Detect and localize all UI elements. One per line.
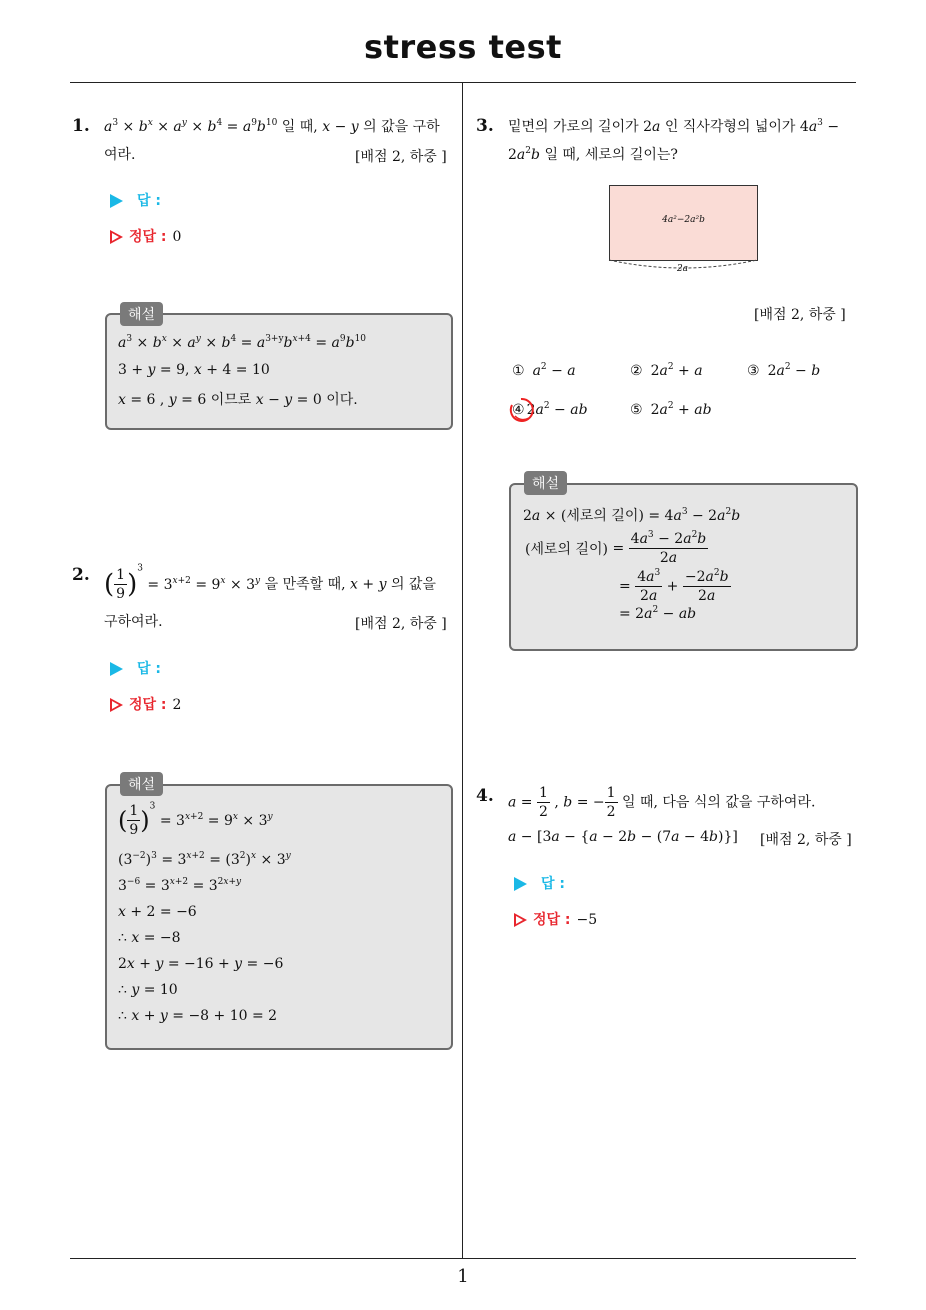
footer-rule xyxy=(70,1258,856,1259)
page-number: 1 xyxy=(457,1266,469,1287)
play-icon xyxy=(110,662,123,676)
play-outline-icon xyxy=(110,698,123,712)
q4-key: 정답 : −5 xyxy=(514,909,597,929)
q3-explain-tag: 해설 xyxy=(524,471,567,495)
q4-line1: a = $\frac{1}{2}$ , b = − $\frac{1}{2}$ 일 때, 다음 식의 값을 구하여라. xyxy=(508,785,816,820)
q2-key: 정답 : 2 xyxy=(110,694,181,714)
q2-solution-box: ( $\frac{1}{9}$ )$^3 = 3^{x+2} = 9^x \times 3^y$ $(3^{-2})^3 = 3^{x+2} = (3^2)^x \times 3^y$ $3^{-6} = 3^{x+2} = 3^{2x+y}$ x + 2 = −6 ∴ x = −8 2x + y = −16 + y = −6 ∴ y = 10 ∴ x + y = −8 + 10 = 2 xyxy=(105,784,453,1050)
q2-line1: ( $\frac{1}{9}$ )$^3 = 3^{x+2} = 9^x \times 3^y$ 을 만족할 때, x + y 의 값을 xyxy=(104,563,436,602)
q3-choice-3[interactable]: ③ $2a^2 - b$ xyxy=(747,362,821,379)
q3-line2: $2a^2b$ 일 때, 세로의 길이는? xyxy=(508,146,678,163)
q4-line2: a − [3a − {a − 2b − (7a − 4b)}] xyxy=(508,829,738,845)
play-outline-icon xyxy=(110,230,123,244)
q2-score: [배점 2, 하중 ] xyxy=(355,616,447,632)
q3-choice-2[interactable]: ② $2a^2 + a$ xyxy=(630,362,703,379)
q1-key: 정답 : 0 xyxy=(110,226,181,246)
q4-answer[interactable]: 답 : xyxy=(514,873,565,893)
q3-figure-width-label: 2a xyxy=(676,264,689,274)
q3-solution-box: 2a × (세로의 길이) = $4a^3 - 2a^2b$ (세로의 길이) = $\frac{4a^3 - 2a^2b}{2a}$ = $\frac{4a^3}{2a}$ + $\frac{-2a^2b}{2a}$ = $2a^2$ − ab xyxy=(509,483,858,651)
q3-choice-1[interactable]: ① $a^2 - a$ xyxy=(512,362,576,379)
correct-answer-circle-mark xyxy=(507,396,535,424)
q1-line2: 여라. xyxy=(104,147,136,163)
q1-number: 1. xyxy=(72,116,90,136)
page-title: stress test xyxy=(364,28,562,66)
q1-solution-box: $a^3 \times b^x \times a^y \times b^4 = a^{3+y}b^{x+4} = a^9b^{10}$ 3 + y = 9, x + 4 = 10 x = 6 , y = 6 이므로 x − y = 0 이다. xyxy=(105,313,453,430)
q2-explain-tag: 해설 xyxy=(120,772,163,796)
q2-answer[interactable]: 답 : xyxy=(110,658,161,678)
q4-score: [배점 2, 하중 ] xyxy=(760,832,852,848)
q1-line1: $a^3 \times b^x \times a^y \times b^4 = a^9b^{10}$ 일 때, x − y 의 값을 구하 xyxy=(104,118,440,135)
play-outline-icon xyxy=(514,913,527,927)
q3-choice-4[interactable]: ④ $2a^2$ − ab xyxy=(512,401,588,418)
q2-line2: 구하여라. xyxy=(104,614,163,630)
q3-figure-area-label: 4a²−2a²b xyxy=(662,215,705,225)
column-divider xyxy=(462,83,463,1258)
q4-number: 4. xyxy=(476,786,494,806)
q3-number: 3. xyxy=(476,116,494,136)
play-icon xyxy=(514,877,527,891)
q3-rectangle-figure xyxy=(609,185,758,261)
q1-score: [배점 2, 하중 ] xyxy=(355,149,447,165)
q2-number: 2. xyxy=(72,565,90,585)
play-icon xyxy=(110,194,123,208)
q3-score: [배점 2, 하중 ] xyxy=(754,307,846,323)
q3-line1: 밑면의 가로의 길이가 2a 인 직사각형의 넓이가 $4a^3$ − xyxy=(508,118,840,135)
header-rule xyxy=(70,82,856,83)
q1-explain-tag: 해설 xyxy=(120,302,163,326)
q1-answer[interactable]: 답 : xyxy=(110,190,161,210)
q3-choice-5[interactable]: ⑤ $2a^2$ + ab xyxy=(630,401,712,418)
